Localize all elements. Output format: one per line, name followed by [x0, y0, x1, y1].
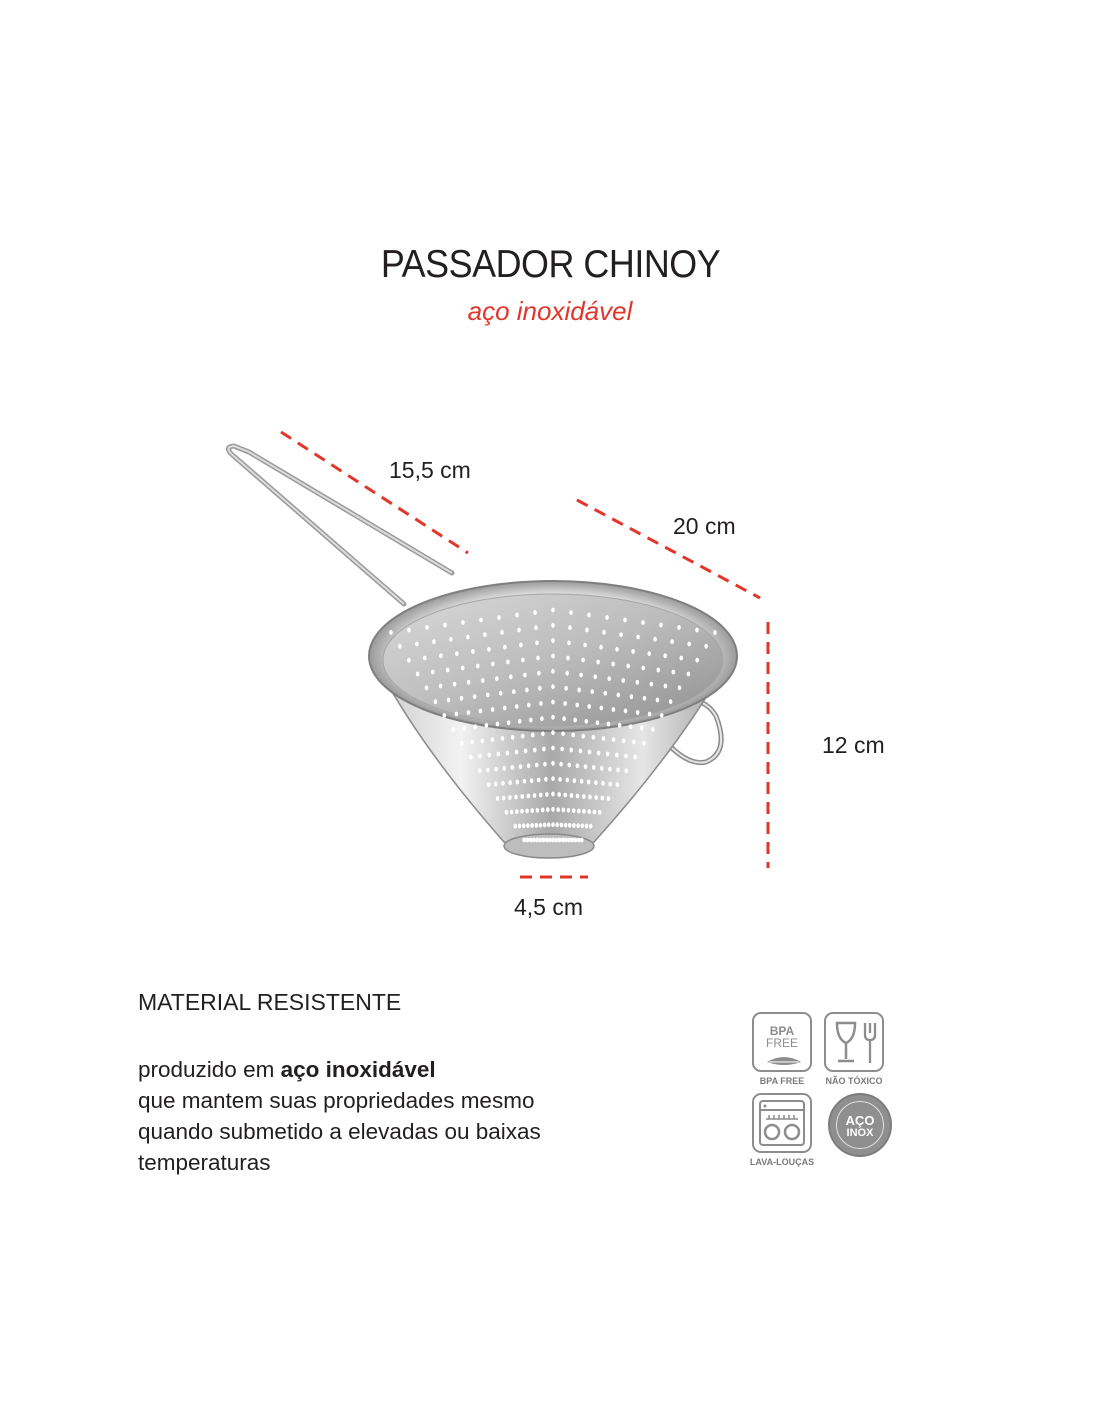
material-description [138, 1054, 598, 1178]
bpa-free-badge [752, 1012, 812, 1072]
diameter-label: 20 cm [673, 513, 736, 539]
dishwasher-icon [758, 1099, 806, 1147]
aco-inox-seal [828, 1093, 892, 1157]
wine-glass-icon [833, 1021, 859, 1065]
product-title: PASSADOR CHINOY [380, 243, 721, 286]
non-toxic-badge [824, 1012, 884, 1072]
section-heading: MATERIAL RESISTENTE [138, 989, 402, 1015]
tip-diameter-label: 4,5 cm [514, 894, 584, 920]
non-toxic-caption: NÃO TÓXICO [825, 1076, 883, 1086]
inox-line-2: INOX [846, 1127, 874, 1139]
desc-line-1 [138, 1054, 598, 1085]
product-subtitle: aço inoxidável [467, 296, 633, 326]
dishwasher-badge [752, 1093, 812, 1153]
leaf-icon [764, 1054, 804, 1068]
desc-line-3: quando submetido a elevadas ou baixas [138, 1119, 541, 1144]
desc-line-4: temperaturas [138, 1150, 271, 1175]
bpa-line-2: FREE [765, 1036, 798, 1050]
handle-length-label: 15,5 cm [389, 457, 471, 483]
dishwasher-caption: LAVA-LOUÇAS [749, 1157, 815, 1167]
desc-bold: aço inoxidável [280, 1057, 436, 1082]
inox-line-1: AÇO [845, 1113, 875, 1128]
bpa-free-caption: BPA FREE [759, 1076, 805, 1086]
handle-length-line [281, 432, 468, 553]
fork-icon [862, 1021, 878, 1065]
height-label: 12 cm [822, 732, 885, 758]
desc-line-2: que mantem suas propriedades mesmo [138, 1088, 535, 1113]
desc-prefix: produzido em [138, 1057, 281, 1082]
bpa-line-1: BPA [769, 1024, 795, 1038]
